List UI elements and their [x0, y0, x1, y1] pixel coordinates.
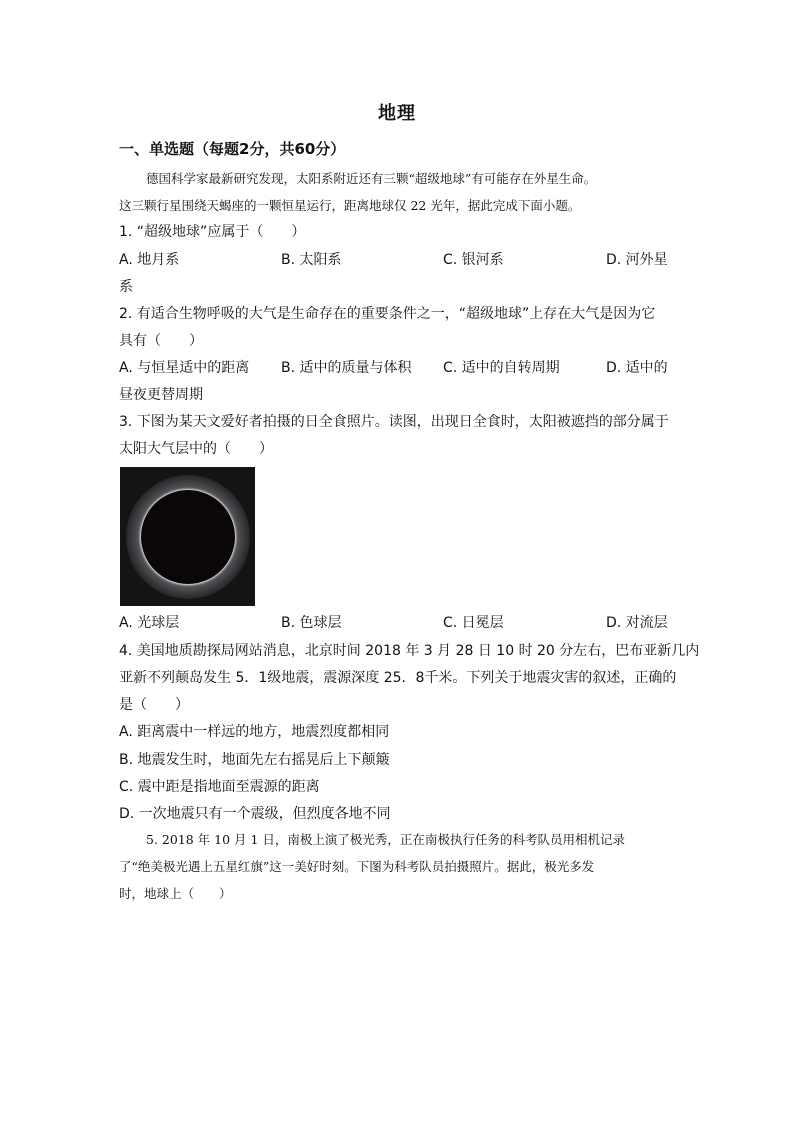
q1-option-d: D. 河外星	[606, 252, 668, 268]
q3-option-b: B. 色球层	[281, 615, 342, 631]
q3-stem-line-1: 3. 下图为某天文爱好者拍摄的日全食照片。读图，出现日全食时，太阳被遮挡的部分属于	[119, 414, 669, 430]
q4-stem-line-3: 是（ ）	[119, 697, 189, 713]
q5-stem-line-1: 5. 2018 年 10 月 1 日，南极上演了极光秀，正在南极执行任务的科考队员用相机记录	[146, 832, 625, 847]
q4-option-b: B. 地震发生时，地面先左右摇晃后上下颠簸	[119, 752, 390, 768]
q2-stem-line-1: 2. 有适合生物呼吸的大气是生命存在的重要条件之一，“超级地球”上存在大气是因为它	[119, 306, 656, 322]
page-title: 地理	[378, 103, 416, 124]
q1-stem: 1. “超级地球”应属于（ ）	[119, 224, 306, 240]
q3-stem-line-2: 太阳大气层中的（ ）	[119, 441, 273, 457]
q5-stem-line-3: 时，地球上（ ）	[119, 886, 232, 901]
q1-option-a: A. 地月系	[119, 252, 180, 268]
q3-option-a: A. 光球层	[119, 615, 180, 631]
q2-option-b: B. 适中的质量与体积	[281, 360, 412, 376]
q2-option-d-continued: 昼夜更替周期	[119, 387, 203, 403]
q4-option-d: D. 一次地震只有一个震级，但烈度各地不同	[119, 806, 391, 822]
solar-eclipse-photo	[120, 467, 255, 606]
q4-option-c: C. 震中距是指地面至震源的距离	[119, 779, 320, 795]
q2-option-d: D. 适中的	[606, 360, 668, 376]
q1-option-c: C. 银河系	[443, 252, 504, 268]
q5-stem-line-2: 了“绝美极光遇上五星红旗”这一美好时刻。下图为科考队员拍摄照片。据此，极光多发	[119, 859, 595, 874]
moon-disk	[141, 490, 235, 584]
intro-line-1: 德国科学家最新研究发现，太阳系附近还有三颗“超级地球”有可能存在外星生命。	[146, 171, 597, 186]
q4-stem-line-1: 4. 美国地质勘探局网站消息，北京时间 2018 年 3 月 28 日 10 时 20 分左右，巴布亚新几内	[119, 643, 700, 659]
q3-option-d: D. 对流层	[606, 615, 668, 631]
q4-option-a: A. 距离震中一样远的地方，地震烈度都相同	[119, 724, 390, 740]
intro-line-2: 这三颗行星围绕天蝎座的一颗恒星运行，距离地球仅 22 光年，据此完成下面小题。	[119, 198, 581, 213]
q2-stem-line-2: 具有（ ）	[119, 333, 203, 349]
q2-option-a: A. 与恒星适中的距离	[119, 360, 250, 376]
q3-option-c: C. 日冕层	[443, 615, 504, 631]
q1-option-d-continued: 系	[119, 279, 133, 295]
q4-stem-line-2: 亚新不列颠岛发生 5．1级地震，震源深度 25．8千米。下列关于地震灾害的叙述，正确的	[119, 670, 677, 686]
section-heading: 一、单选题（每题2分，共60分）	[119, 140, 346, 158]
q2-option-c: C. 适中的自转周期	[443, 360, 560, 376]
q1-option-b: B. 太阳系	[281, 252, 342, 268]
